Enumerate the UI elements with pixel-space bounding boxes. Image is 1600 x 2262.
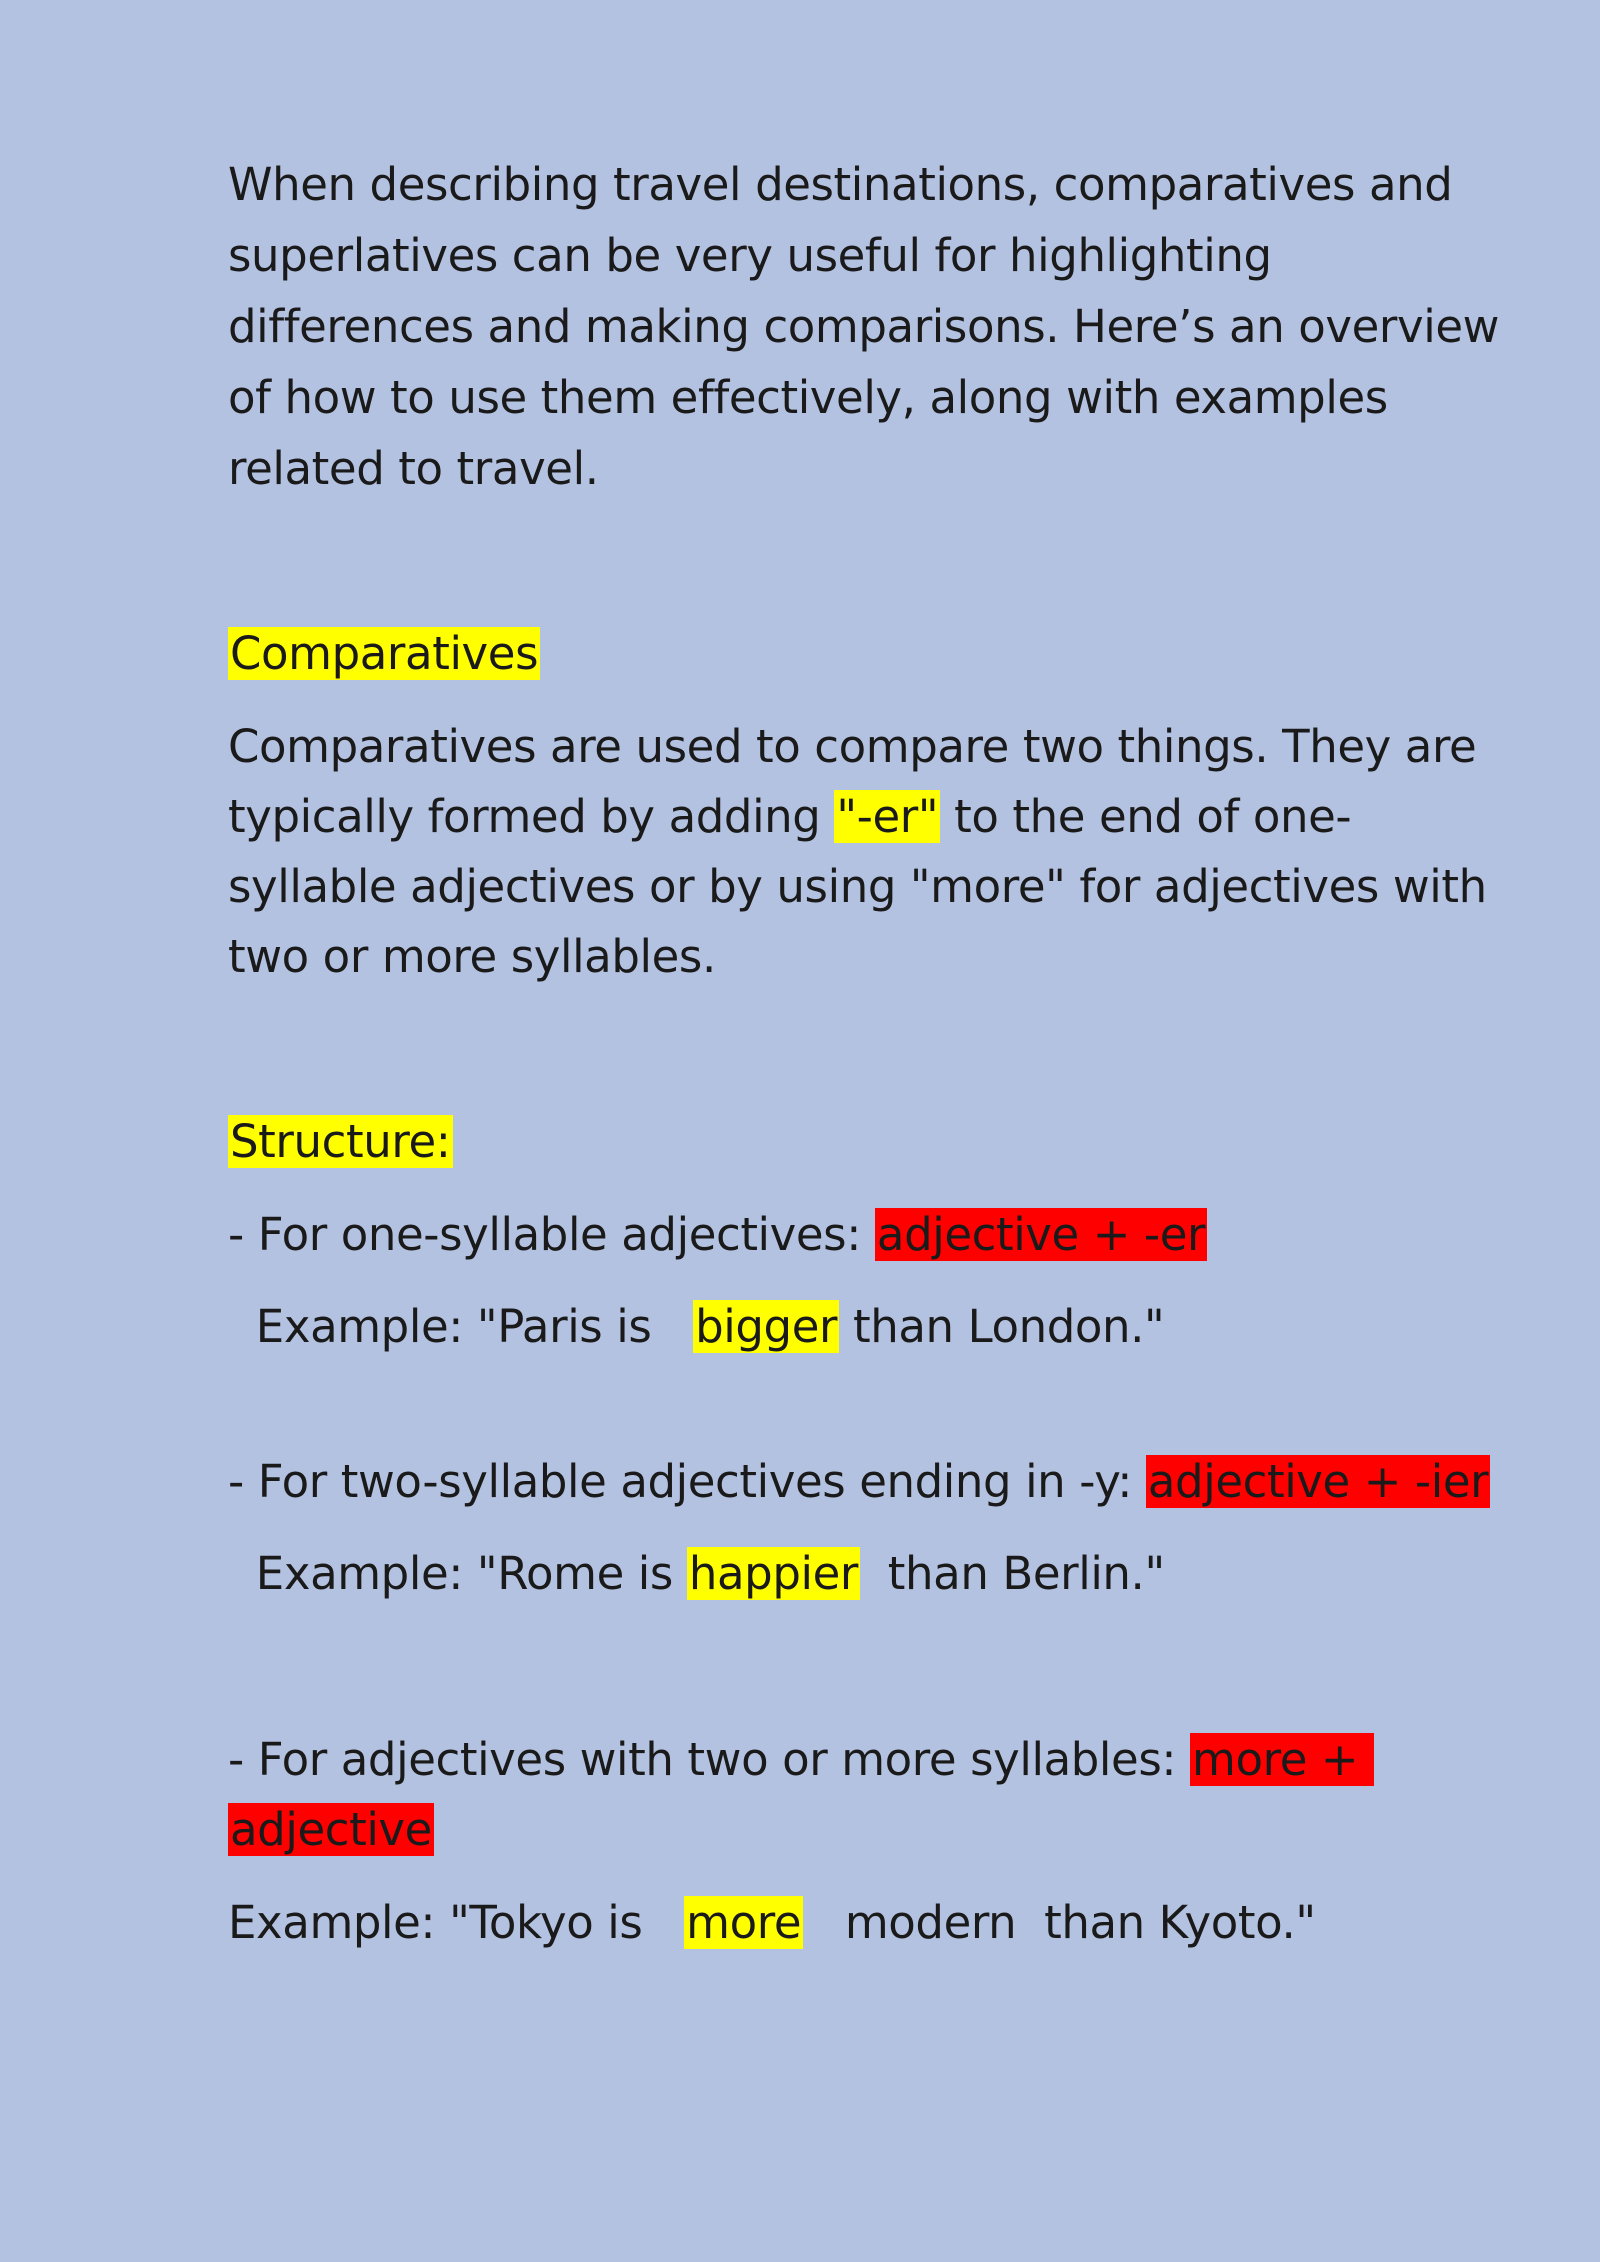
comparatives-line-2-after: to the end of one- <box>940 790 1352 843</box>
rule-2 <box>228 1452 1490 1512</box>
rule-3-formula-part-1: more + <box>1192 1733 1373 1786</box>
rule-1-example-after: than London." <box>839 1300 1165 1353</box>
rule-2-example-before: Example: "Rome is <box>228 1547 687 1600</box>
rule-3-example-before: Example: "Tokyo is <box>228 1896 685 1949</box>
rule-3-continued <box>228 1800 434 1860</box>
intro-line-2: superlatives can be very useful for highlighting <box>228 229 1272 282</box>
rule-3 <box>228 1730 1374 1790</box>
document-page <box>228 0 1508 2262</box>
heading-comparatives-text: Comparatives <box>230 627 539 680</box>
rule-2-example-after: than Berlin." <box>859 1547 1165 1600</box>
rule-3-example-highlight: more <box>686 1896 802 1949</box>
rule-1-formula: adjective + -er <box>876 1208 1206 1261</box>
comparatives-line-2-before: typically formed by adding <box>228 790 835 843</box>
rule-1 <box>228 1205 1207 1265</box>
rule-1-text: - For one-syllable adjectives: <box>228 1208 875 1261</box>
rule-1-example <box>228 1297 1164 1357</box>
comparatives-line-3: syllable adjectives or by using "more" for adjectives with <box>228 860 1487 913</box>
intro-line-4: of how to use them effectively, along with examples <box>228 371 1388 424</box>
heading-structure-text: Structure: <box>230 1115 451 1168</box>
rule-3-formula-part-2: adjective <box>230 1803 432 1856</box>
comparatives-line-2 <box>228 787 1351 847</box>
intro-line-1: When describing travel destinations, comparatives and <box>228 158 1453 211</box>
rule-3-text: - For adjectives with two or more syllables: <box>228 1733 1191 1786</box>
comparatives-line-4: two or more syllables. <box>228 930 716 983</box>
rule-1-example-before: Example: "Paris is <box>228 1300 694 1353</box>
rule-3-example-after: modern than Kyoto." <box>803 1896 1316 1949</box>
rule-3-example <box>228 1893 1316 1953</box>
comparatives-line-1: Comparatives are used to compare two things. They are <box>228 720 1477 773</box>
intro-line-3: differences and making comparisons. Here’s an overview <box>228 300 1500 353</box>
rule-2-example-highlight: happier <box>688 1547 858 1600</box>
heading-comparatives <box>228 624 540 684</box>
rule-2-formula: adjective + -ier <box>1147 1455 1489 1508</box>
suffix-er-highlight: "-er" <box>836 790 939 843</box>
rule-1-example-highlight: bigger <box>695 1300 838 1353</box>
rule-2-example <box>228 1544 1165 1604</box>
intro-line-5: related to travel. <box>228 442 599 495</box>
rule-2-text: - For two-syllable adjectives ending in -y: <box>228 1455 1146 1508</box>
heading-structure <box>228 1112 453 1172</box>
